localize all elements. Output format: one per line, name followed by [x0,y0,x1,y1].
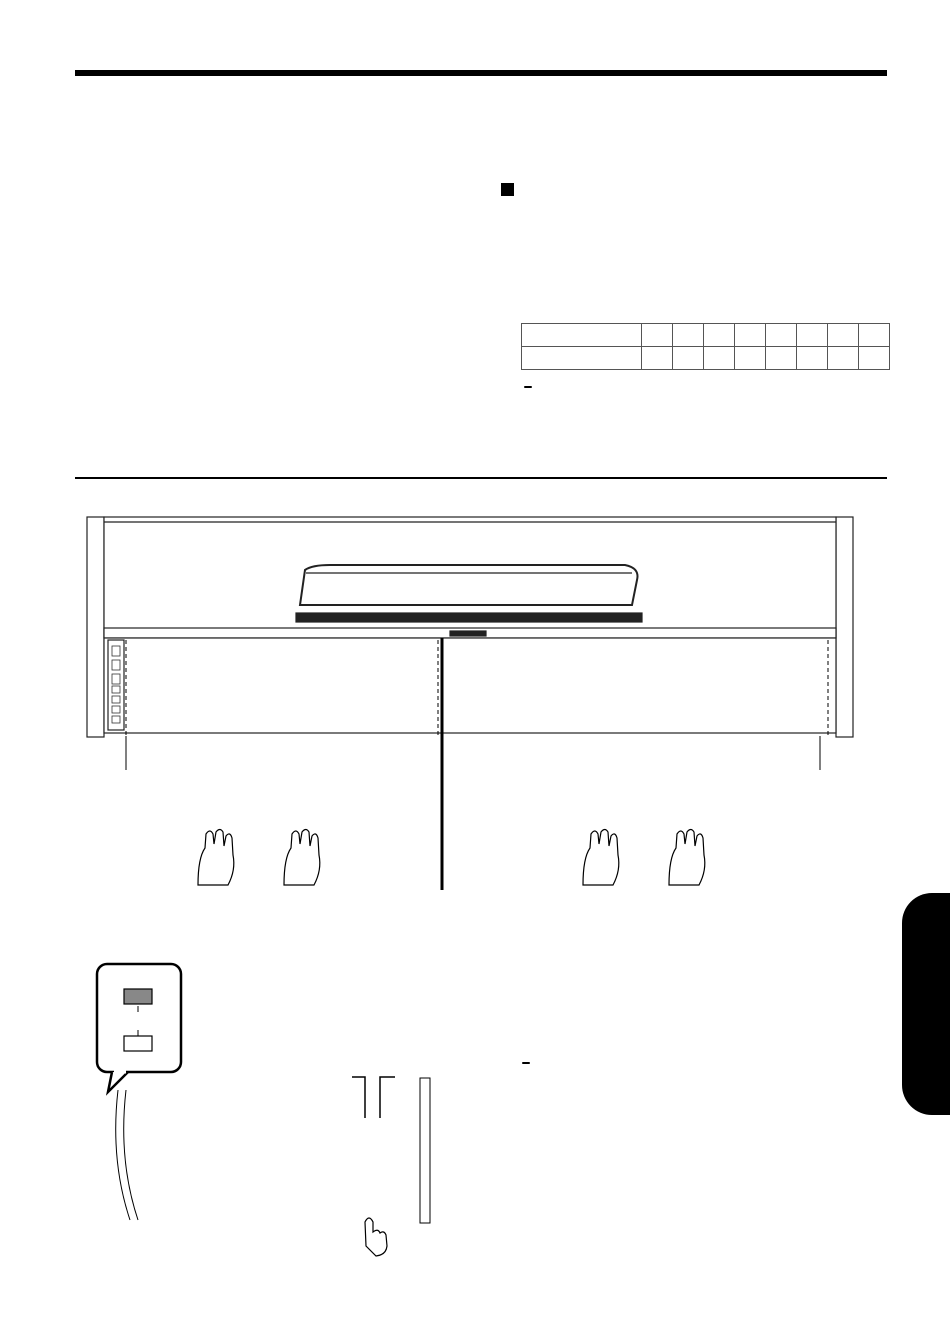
table-header-cell [522,347,642,370]
volume-table [521,323,890,370]
table-cell [859,324,890,347]
table-cell [704,347,735,370]
pointing-hand-icon [365,1218,387,1256]
table-cell [828,347,859,370]
table-row [522,324,890,347]
table-cell [642,324,673,347]
memo-icon [524,386,532,388]
table-cell [797,347,828,370]
table-cell [642,347,673,370]
callout-bubble [97,964,181,1072]
table-row [522,347,890,370]
piano-body [87,517,853,737]
table-cell [704,324,735,347]
table-cell [828,324,859,347]
table-cell [735,347,766,370]
table-cell [766,347,797,370]
table-cell [766,324,797,347]
header-rule [75,70,887,76]
title-rule [75,477,887,479]
table-cell [673,347,704,370]
table-cell [735,324,766,347]
tone-c8-diagram [90,960,450,1280]
tone-button[interactable] [124,989,152,1004]
table-cell [797,324,828,347]
table-cell [673,324,704,347]
nota-icon [522,1062,530,1064]
table-cell [859,347,890,370]
hand-icons [198,830,705,886]
language-tab [902,893,950,1115]
section-bullet-icon [501,183,514,196]
metronome-button[interactable] [124,1036,152,1051]
twin-piano-diagram [0,510,950,890]
table-header-cell [522,324,642,347]
